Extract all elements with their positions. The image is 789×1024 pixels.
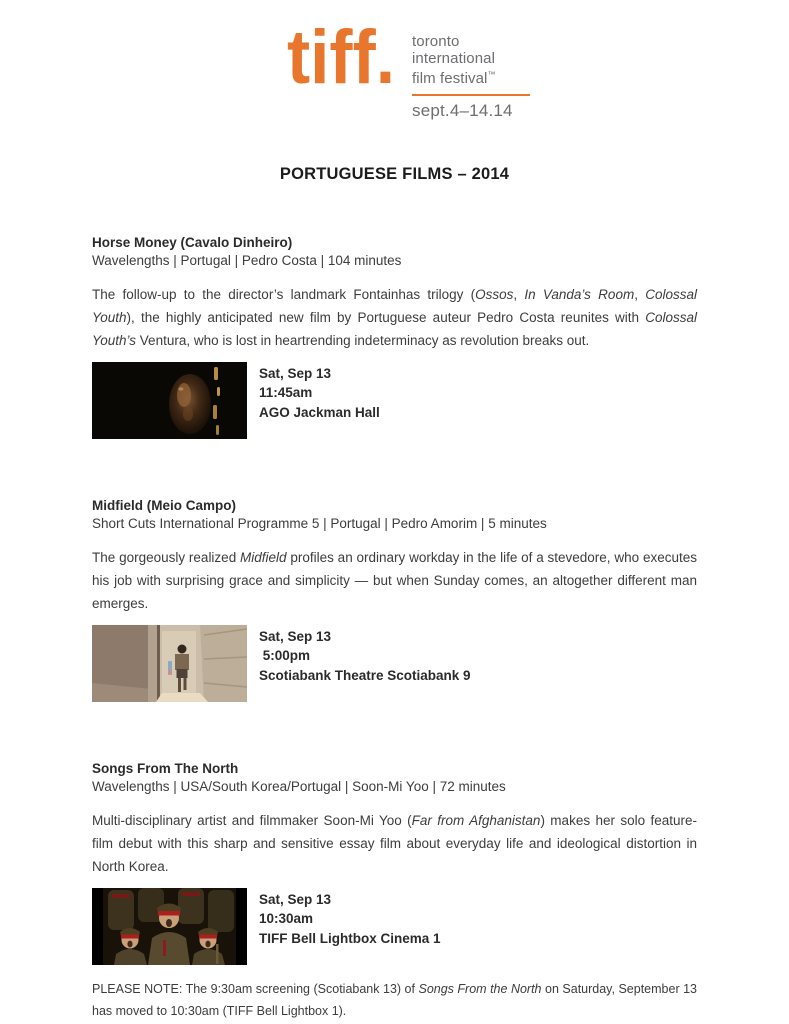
film-title: Midfield (Meio Campo) xyxy=(92,497,236,513)
film-title: Horse Money (Cavalo Dinheiro) xyxy=(92,234,293,250)
logo-tagline-text: film festival xyxy=(412,70,488,87)
screening-info xyxy=(259,362,380,423)
screening-date: Sat, Sep 13 xyxy=(259,628,332,644)
logo-divider xyxy=(412,94,530,96)
film-still-songs-from-the-north xyxy=(92,888,247,965)
screening-time: 10:30am xyxy=(259,911,314,926)
tiff-logo xyxy=(108,0,713,121)
trademark-symbol: ™ xyxy=(487,70,496,79)
screening-info xyxy=(259,888,441,949)
film-description: The gorgeously realized Midfield profiles an ordinary workday in the life of a stevedore, who executes his job with surprising grace and simplicity — but when Sunday comes, an altogether different man emerges. xyxy=(92,549,697,611)
film-meta: Short Cuts International Programme 5 | Portugal | Pedro Amorim | 5 minutes xyxy=(92,515,547,531)
screening-venue: TIFF Bell Lightbox Cinema 1 xyxy=(259,930,441,946)
film-description: The follow-up to the director’s landmark Fontainhas trilogy (Ossos, In Vanda’s Room, Colossal Youth), the highly anticipated new film by Portuguese auteur Pedro Costa reunites with Colossal Youth’s Ventura, who is lost in heartrending indeterminacy as revolution breaks out. xyxy=(92,286,697,348)
film-entry-horse-money xyxy=(92,234,697,439)
screening-time: 11:45am xyxy=(259,385,313,400)
film-title: Songs From The North xyxy=(92,760,239,776)
logo-tagline-line: toronto xyxy=(412,33,460,50)
screening-venue: AGO Jackman Hall xyxy=(259,404,380,420)
svg-text:tiff.: tiff. xyxy=(287,26,395,100)
film-media-row xyxy=(92,362,697,439)
logo-tagline-line: international xyxy=(412,49,496,67)
festival-dates: sept.4–14.14 xyxy=(412,100,513,120)
tiff-wordmark-text xyxy=(287,26,399,100)
logo-tagline-line xyxy=(412,67,534,88)
film-media-row xyxy=(92,888,697,965)
tiff-wordmark xyxy=(287,26,399,100)
film-description: Multi-disciplinary artist and filmmaker Soon-Mi Yoo (Far from Afghanistan) makes her solo feature-film debut with this sharp and sensitive essay film about everyday life and ideological distortion in North Korea. xyxy=(92,812,697,874)
screening-date: Sat, Sep 13 xyxy=(259,891,332,907)
screening-date: Sat, Sep 13 xyxy=(259,365,332,381)
film-entry-songs-from-the-north xyxy=(92,760,697,965)
film-meta: Wavelengths | Portugal | Pedro Costa | 104 minutes xyxy=(92,252,402,268)
screening-info xyxy=(259,625,471,686)
film-still-midfield xyxy=(92,625,247,702)
logo-tagline-block xyxy=(412,26,534,121)
film-media-row xyxy=(92,625,697,702)
film-entry-midfield xyxy=(92,497,697,702)
film-still-horse-money xyxy=(92,362,247,439)
schedule-change-note: PLEASE NOTE: The 9:30am screening (Scotiabank 13) of Songs From the North on Saturday, September 13 has moved to 10:30am (TIFF Bell Lightbox 1). xyxy=(92,981,698,1018)
screening-venue: Scotiabank Theatre Scotiabank 9 xyxy=(259,667,471,683)
page-title: PORTUGUESE FILMS – 2014 xyxy=(279,164,510,183)
screening-time: 5:00pm xyxy=(259,648,311,663)
film-meta: Wavelengths | USA/South Korea/Portugal | Soon-Mi Yoo | 72 minutes xyxy=(92,778,506,794)
